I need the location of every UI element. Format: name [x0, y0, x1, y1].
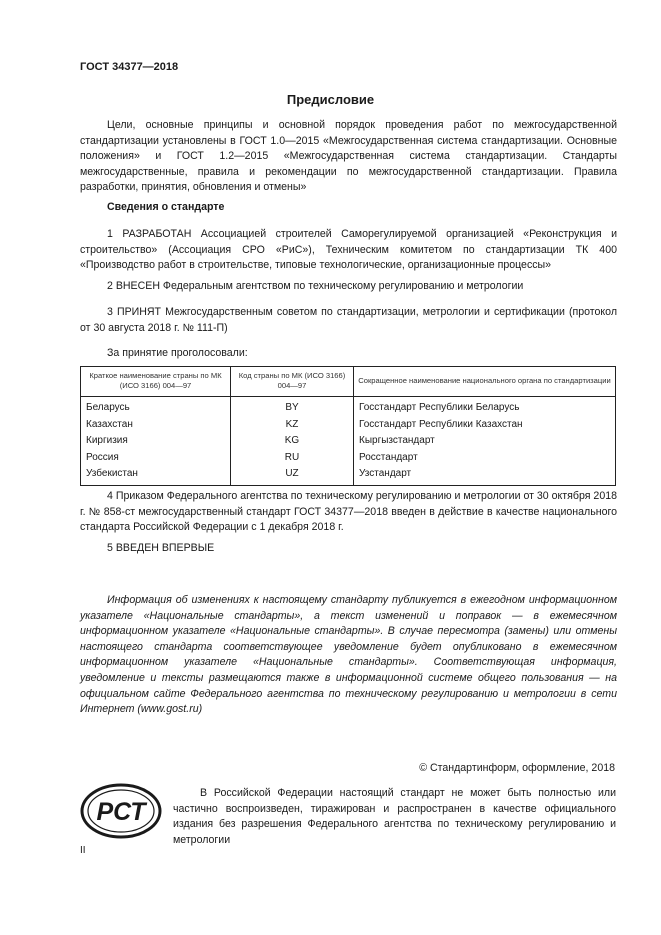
vote-table-header [81, 367, 616, 397]
info-note: Информация об изменениях к настоящему стандарту публикуется в ежегодном информационном указателе «Национальные стандарты», а текст изменений и поправок — в ежемесячном информационном указателе «Национальные стандарты». В случае пересмотра (замены) или отмены настоящего стандарта соответствующее уведомление будет опубликовано в ежемесячном информационном указателе «Национальные стандарты». Соответствующая информация, уведомление и тексты размещаются также в информационной системе общего пользования — на официальном сайте Федерального агентства по техническому регулированию и метрологии в сети Интернет (www.gost.ru) [80, 594, 617, 716]
table-row [81, 417, 616, 434]
body-cell: Росстандарт [354, 450, 616, 467]
code-cell: UZ [231, 466, 354, 485]
body-cell: Госстандарт Республики Казахстан [354, 417, 616, 434]
column-header-body: Сокращенное наименование национального органа по стандартизации [354, 367, 616, 397]
code-cell: RU [231, 450, 354, 467]
body-cell: Узстандарт [354, 466, 616, 485]
code-cell: KZ [231, 417, 354, 434]
table-row [81, 433, 616, 450]
column-header-code: Код страны по МК (ИСО 3166) 004—97 [231, 367, 354, 397]
logo-text: РСТ [96, 798, 146, 826]
item-adopted: 3 ПРИНЯТ Межгосударственным советом по стандартизации, метрологии и сертификации (протокол от 30 августа 2018 г. № 111-П) [80, 306, 617, 334]
item-first-time: 5 ВВЕДЕН ВПЕРВЫЕ [107, 542, 215, 554]
gost-r-certification-mark-icon [80, 783, 162, 839]
country-cell: Казахстан [81, 417, 231, 434]
page-title: Предисловие [286, 92, 375, 107]
item-developed: 1 РАЗРАБОТАН Ассоциацией строителей Саморегулируемой организацией «Реконструкция и строительство» (Ассоциация СРО «РиС»), Техническим комитетом по стандартизации ТК 400 «Производство работ в строительстве, типовые технологические, организационные процессы» [80, 228, 617, 272]
reproduction-notice: В Российской Федерации настоящий стандарт не может быть полностью или частично воспроизведен, тиражирован и распространен в качестве официального издания без разрешения Федерального агентства по техническому регулированию и метрологии [173, 787, 616, 846]
document-header: ГОСТ 34377—2018 [80, 61, 179, 73]
item-introduced: 2 ВНЕСЕН Федеральным агентством по техническому регулированию и метрологии [107, 280, 524, 292]
country-cell: Узбекистан [81, 466, 231, 485]
vote-label: За принятие проголосовали: [107, 347, 248, 359]
country-cell: Россия [81, 450, 231, 467]
country-cell: Беларусь [81, 397, 231, 417]
body-cell: Госстандарт Республики Беларусь [354, 397, 616, 417]
table-row [81, 397, 616, 417]
copyright: © Стандартинформ, оформление, 2018 [419, 762, 615, 774]
table-row [81, 450, 616, 467]
code-cell: KG [231, 433, 354, 450]
section-heading: Сведения о стандарте [107, 201, 225, 213]
country-cell: Киргизия [81, 433, 231, 450]
code-cell: BY [231, 397, 354, 417]
vote-table [80, 366, 616, 486]
item-order: 4 Приказом Федерального агентства по техническому регулированию и метрологии от 30 октября 2018 г. № 858-ст межгосударственный стандарт ГОСТ 34377—2018 введен в действие в качестве национального стандарта Российской Федерации с 1 декабря 2018 г. [80, 490, 617, 534]
table-row [81, 466, 616, 485]
body-cell: Кыргызстандарт [354, 433, 616, 450]
intro-paragraph: Цели, основные принципы и основной порядок проведения работ по межгосударственной стандартизации установлены в ГОСТ 1.0—2015 «Межгосударственная система стандартизации. Основные положения» и ГОСТ 1.2—2015 «Межгосударственная система стандартизации. Стандарты межгосударственные, правила и рекомендации по межгосударственной стандартизации. Правила разработки, принятия, обновления и отмены» [80, 119, 617, 194]
page-number: II [80, 845, 86, 856]
column-header-country: Краткое наименование страны по МК (ИСО 3166) 004—97 [81, 367, 231, 397]
